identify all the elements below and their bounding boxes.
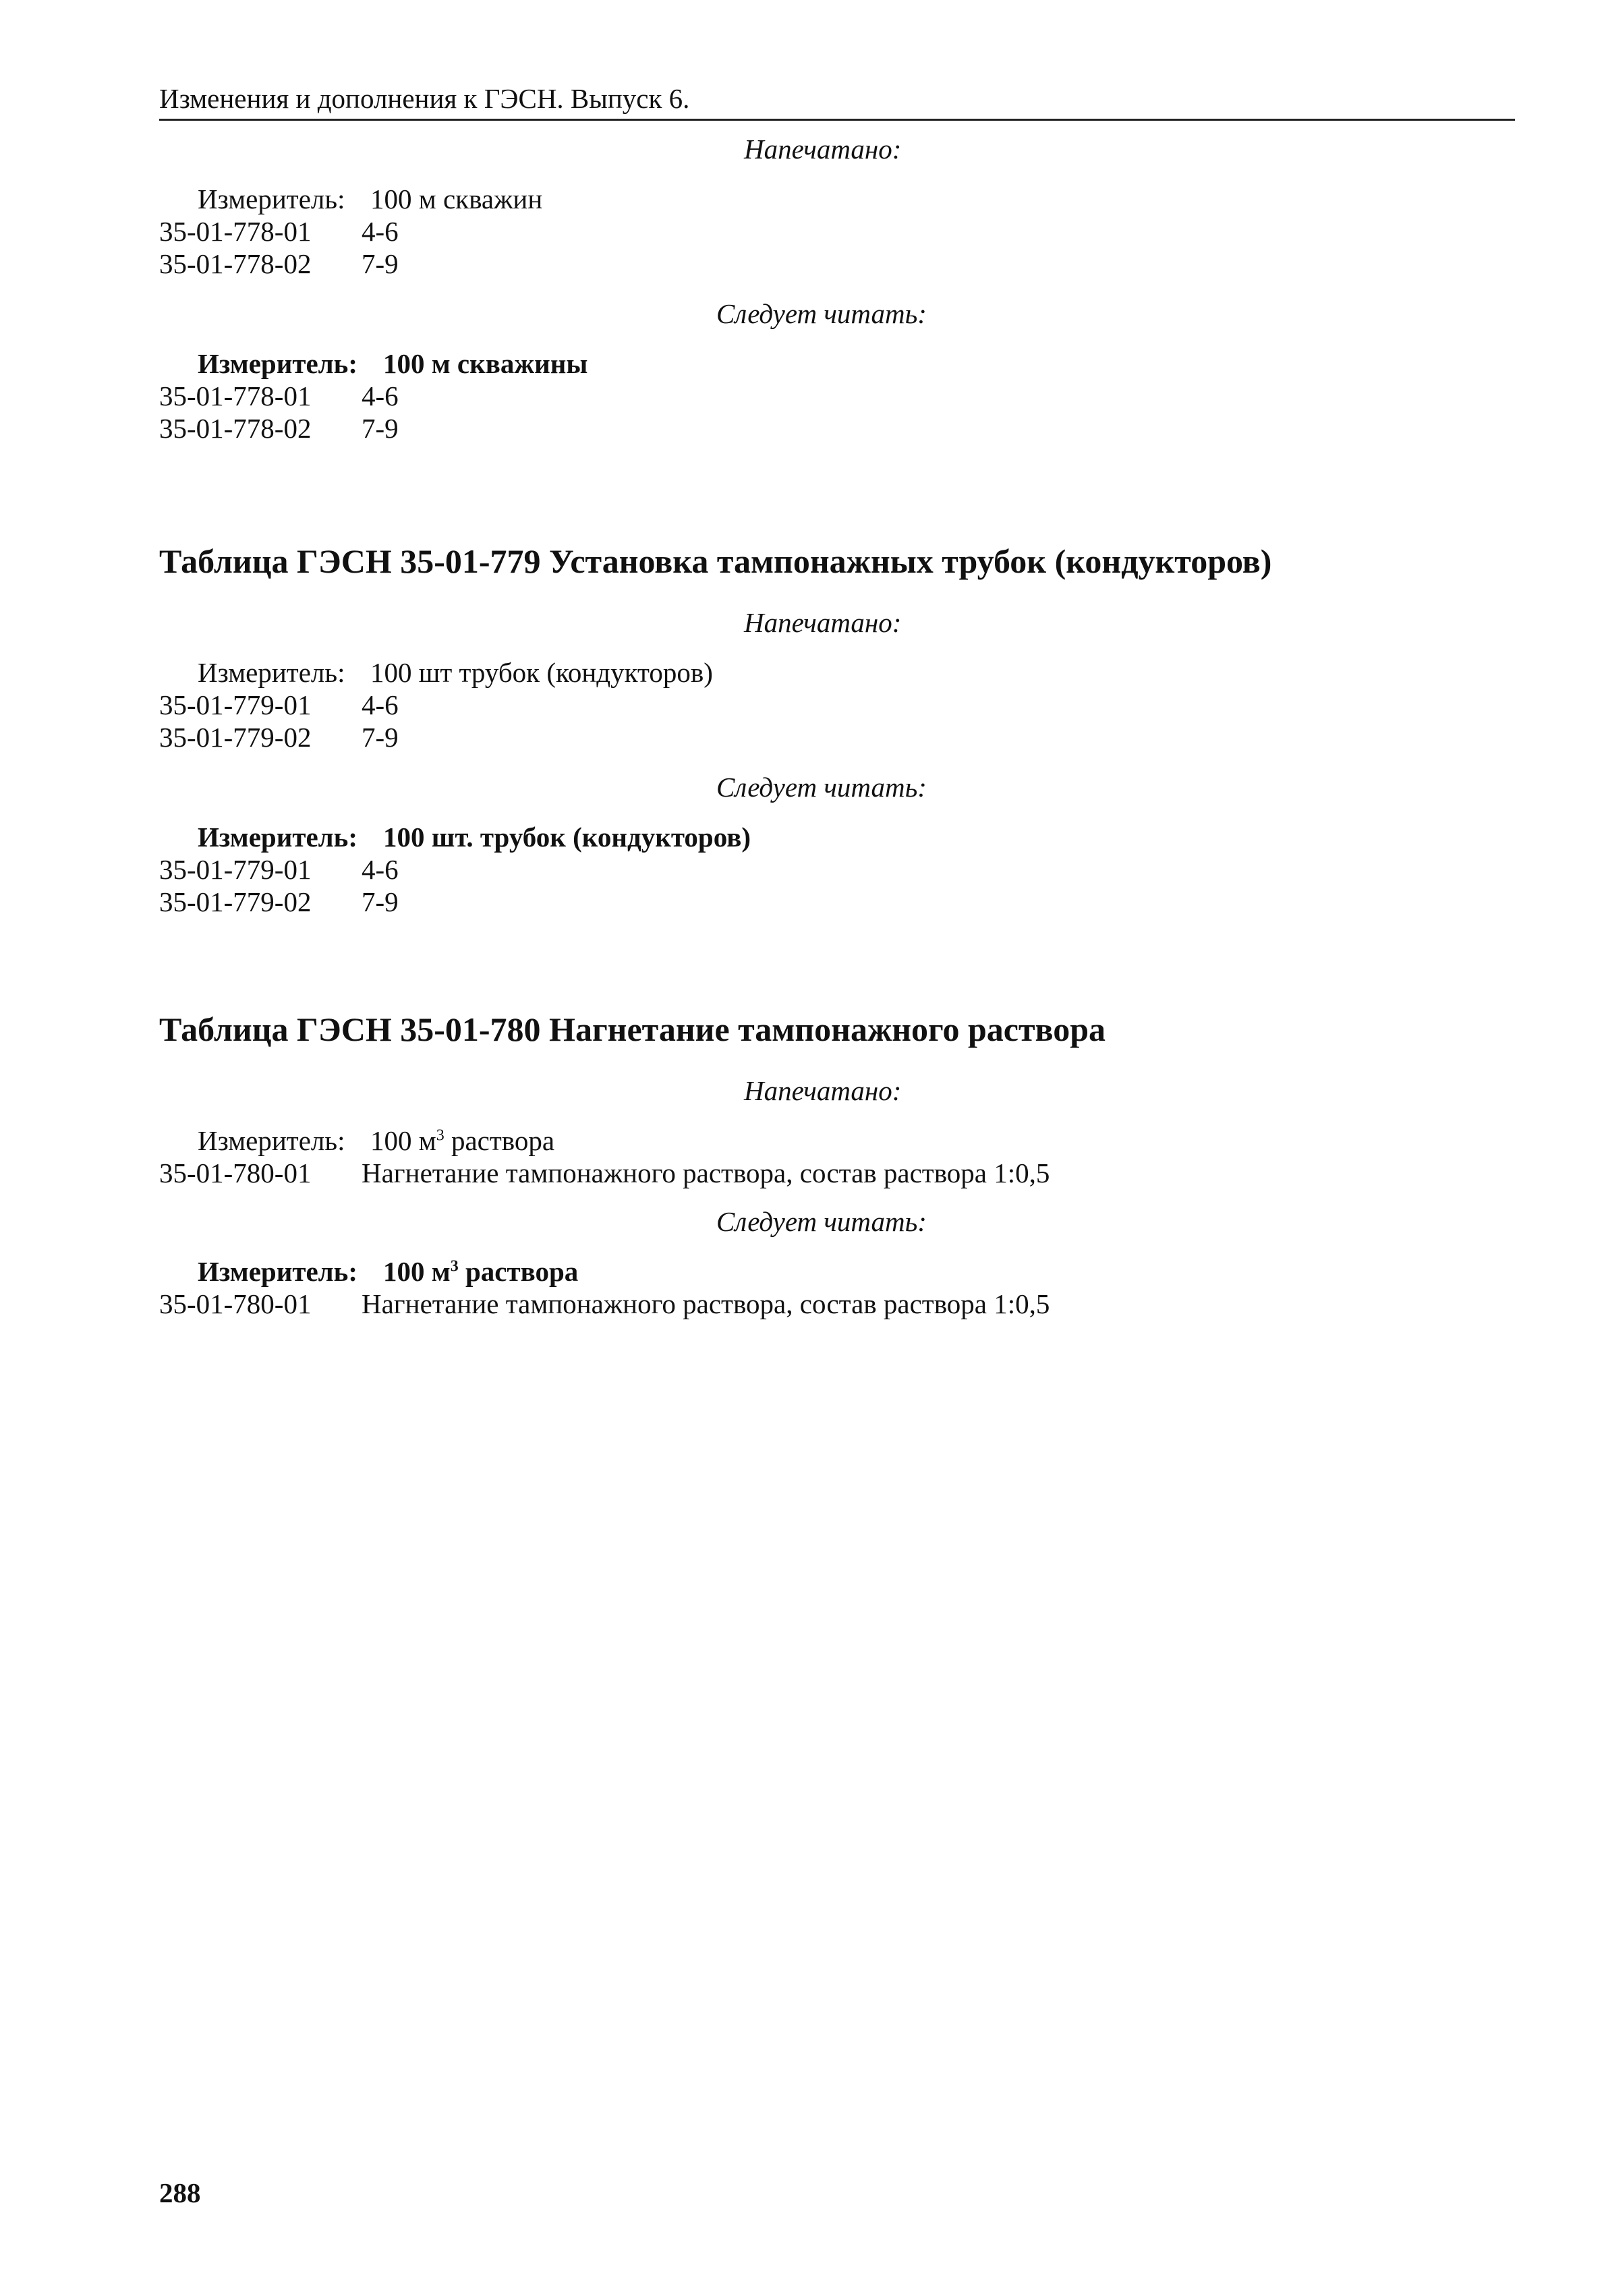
should-read-label: Следует читать: <box>716 1206 927 1237</box>
row-code: 35-01-779-01 <box>159 689 312 720</box>
measure-label: Измеритель: <box>198 1256 358 1287</box>
row-value: 7-9 <box>362 886 399 917</box>
table-row <box>159 379 399 413</box>
table-row <box>159 411 399 445</box>
table-row <box>159 688 399 722</box>
superscript-exponent: 3 <box>450 1257 459 1275</box>
measure-value: 100 м скважины <box>383 348 588 379</box>
row-value: 4-6 <box>362 216 399 247</box>
measure-line <box>198 1124 554 1157</box>
measure-label: Измеритель: <box>198 657 345 688</box>
row-code: 35-01-778-02 <box>159 413 312 444</box>
table-row <box>159 885 399 919</box>
printed-label: Напечатано: <box>744 134 902 165</box>
row-value: 4-6 <box>362 689 399 720</box>
row-value: 4-6 <box>362 854 399 885</box>
measure-value: 100 шт трубок (кондукторов) <box>370 657 713 688</box>
row-code: 35-01-778-01 <box>159 216 312 247</box>
printed-label: Напечатано: <box>744 1075 902 1106</box>
row-value: Нагнетание тампонажного раствора, состав раствора 1:0,5 <box>362 1288 1050 1319</box>
page-number: 288 <box>159 2177 201 2208</box>
table-row <box>159 247 399 281</box>
row-code: 35-01-778-02 <box>159 248 312 279</box>
should-read-label: Следует читать: <box>716 298 927 329</box>
measure-value: 100 шт. трубок (кондукторов) <box>383 822 751 853</box>
measure-value-suffix: раствора <box>444 1125 555 1156</box>
section-title: Таблица ГЭСН 35-01-779 Установка тампонажных трубок (кондукторов) <box>159 542 1272 580</box>
section-title: Таблица ГЭСН 35-01-780 Нагнетание тампонажного раствора <box>159 1010 1106 1048</box>
measure-line <box>198 820 751 854</box>
measure-line <box>198 182 542 216</box>
measure-value-prefix: 100 м <box>370 1125 436 1156</box>
row-code: 35-01-779-02 <box>159 886 312 917</box>
page-header: Изменения и дополнения к ГЭСН. Выпуск 6. <box>159 80 1515 121</box>
should-read-label: Следует читать: <box>716 772 927 803</box>
row-value: 7-9 <box>362 413 399 444</box>
table-row <box>159 853 399 886</box>
printed-label: Напечатано: <box>744 607 902 638</box>
table-row <box>159 720 399 754</box>
table-row <box>159 214 399 248</box>
row-code: 35-01-780-01 <box>159 1288 312 1319</box>
row-code: 35-01-779-02 <box>159 722 312 753</box>
row-value: 4-6 <box>362 380 399 411</box>
measure-line <box>198 347 587 380</box>
measure-line <box>198 1255 578 1288</box>
measure-value-prefix: 100 м <box>383 1256 451 1287</box>
measure-label: Измеритель: <box>198 183 345 214</box>
table-row <box>159 1156 1050 1190</box>
measure-value: 100 м скважин <box>370 183 543 214</box>
measure-label: Измеритель: <box>198 348 358 379</box>
row-code: 35-01-778-01 <box>159 380 312 411</box>
row-code: 35-01-780-01 <box>159 1157 312 1188</box>
superscript-exponent: 3 <box>436 1126 444 1145</box>
row-value: 7-9 <box>362 248 399 279</box>
measure-label: Измеритель: <box>198 822 358 853</box>
measure-label: Измеритель: <box>198 1125 345 1156</box>
measure-value-suffix: раствора <box>458 1256 579 1287</box>
table-row <box>159 1287 1050 1321</box>
row-value: Нагнетание тампонажного раствора, состав раствора 1:0,5 <box>362 1157 1050 1188</box>
measure-line <box>198 656 713 689</box>
row-value: 7-9 <box>362 722 399 753</box>
row-code: 35-01-779-01 <box>159 854 312 885</box>
